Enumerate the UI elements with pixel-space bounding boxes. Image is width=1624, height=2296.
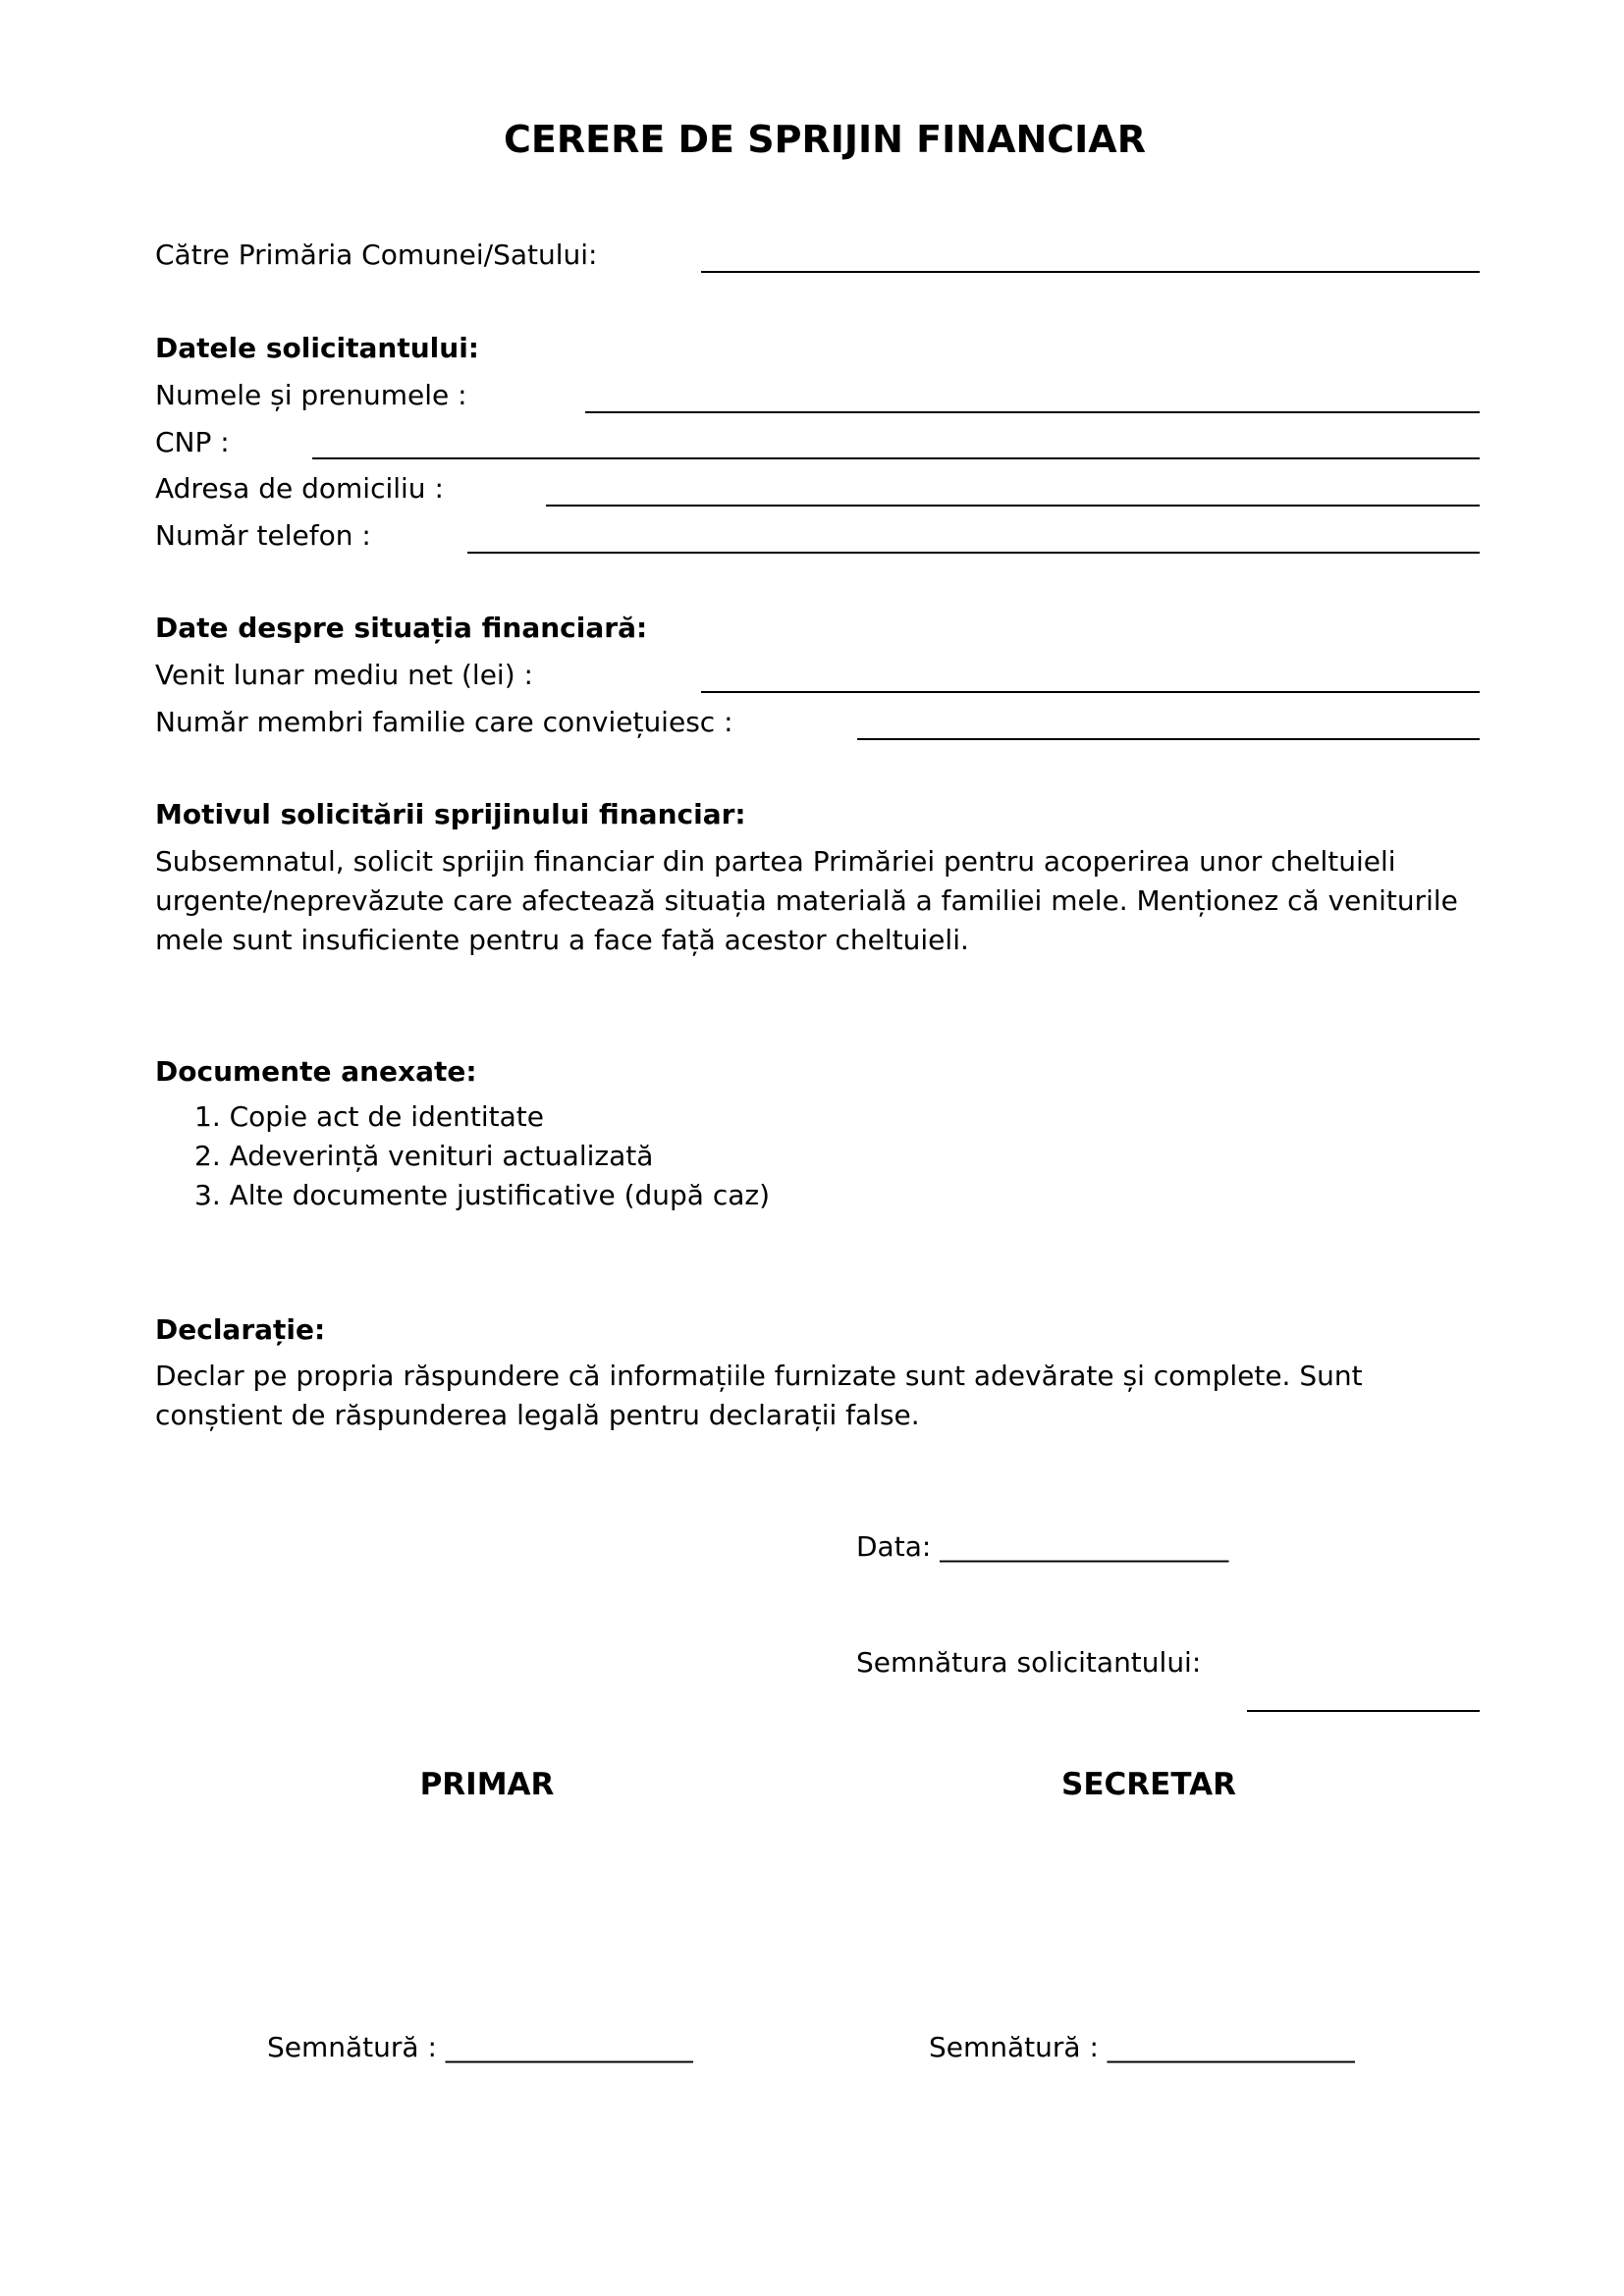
applicant-signature-line[interactable] (1247, 1710, 1480, 1712)
address-label: Adresa de domiciliu : (155, 472, 444, 505)
primar-label: PRIMAR (419, 1767, 555, 1802)
declaration-heading: Declarație: (155, 1313, 326, 1346)
phone-input-line[interactable] (467, 552, 1480, 554)
document-item: 3. Alte documente justificative (după caz) (194, 1179, 771, 1211)
documents-list (194, 1097, 770, 1215)
name-input-line[interactable] (585, 411, 1480, 413)
income-input-line[interactable] (701, 691, 1480, 693)
cnp-label: CNP : (155, 426, 230, 458)
members-input-line[interactable] (857, 738, 1480, 740)
catre-input-line[interactable] (701, 271, 1480, 273)
secretar-label: SECRETAR (1061, 1767, 1236, 1802)
members-label: Număr membri familie care conviețuiesc : (155, 706, 733, 738)
name-label: Numele și prenumele : (155, 379, 467, 411)
primar-signature-field[interactable]: Semnătură : __________________ (267, 2031, 693, 2063)
reason-text: Subsemnatul, solicit sprijin financiar din partea Primăriei pentru acoperirea unor cheltuieli urgente/neprevăzute care afectează situația materială a familiei mele. Menționez că veniturile mele sunt insuficiente pentru a face față acestor cheltuieli. (155, 845, 1458, 956)
secretar-signature-field[interactable]: Semnătură : __________________ (929, 2031, 1355, 2063)
cnp-input-line[interactable] (312, 457, 1480, 459)
applicant-signature-label: Semnătura solicitantului: (856, 1646, 1202, 1679)
document-title: CERERE DE SPRIJIN FINANCIAR (504, 118, 1146, 161)
reason-heading: Motivul solicitării sprijinului financiar: (155, 798, 746, 830)
date-field[interactable]: Data: _____________________ (856, 1530, 1229, 1563)
document-item: 1. Copie act de identitate (194, 1100, 544, 1133)
address-input-line[interactable] (546, 505, 1480, 507)
document-item: 2. Adeverință venituri actualizată (194, 1140, 654, 1172)
catre-label: Către Primăria Comunei/Satului: (155, 239, 598, 271)
documents-heading: Documente anexate: (155, 1055, 477, 1088)
applicant-heading: Datele solicitantului: (155, 332, 479, 364)
income-label: Venit lunar mediu net (lei) : (155, 659, 533, 691)
phone-label: Număr telefon : (155, 519, 371, 552)
financial-heading: Date despre situația financiară: (155, 612, 648, 644)
declaration-text: Declar pe propria răspundere că informațiile furnizate sunt adevărate și complete. Sunt conștient de răspunderea legală pentru declarații false. (155, 1360, 1363, 1431)
